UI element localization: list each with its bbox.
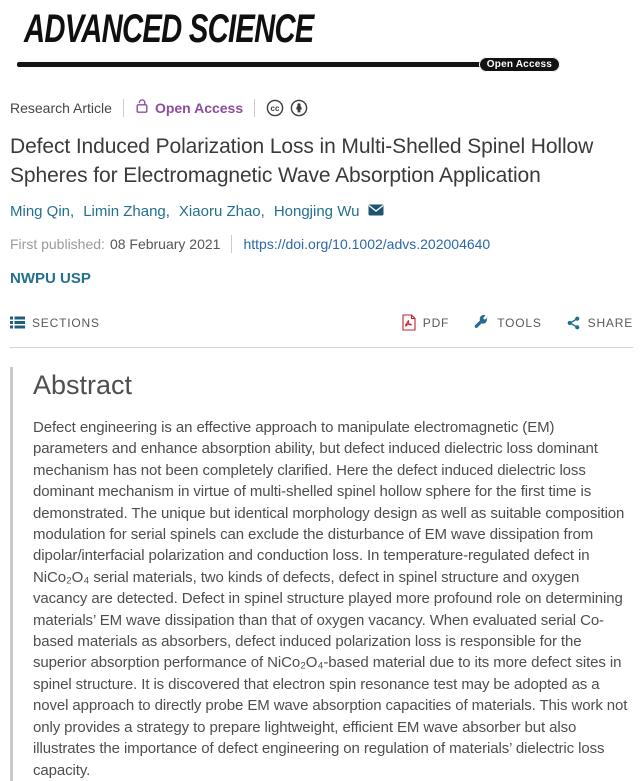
divider <box>231 235 232 253</box>
article-toolbar <box>10 314 633 331</box>
logo-rule-bar <box>17 62 481 67</box>
wrench-icon <box>473 314 490 331</box>
open-access-badge: Open Access <box>479 57 560 72</box>
svg-text:cc: cc <box>270 103 280 113</box>
sections-list-icon <box>10 316 25 329</box>
publication-info-row <box>10 235 633 253</box>
divider <box>254 99 255 117</box>
sections-button[interactable] <box>10 316 100 330</box>
first-published-date: 08 February 2021 <box>109 236 221 252</box>
open-access-label: Open Access <box>154 99 244 116</box>
cc-license-icon[interactable] <box>266 99 284 117</box>
license-icons <box>266 99 308 117</box>
article-meta-row <box>10 98 633 117</box>
article-type-label: Research Article <box>10 99 112 116</box>
author-link[interactable]: Ming Qin, <box>10 203 75 220</box>
toolbar-right-group <box>402 314 633 331</box>
share-label: SHARE <box>587 315 633 330</box>
author-link[interactable]: Hongjing Wu <box>273 203 360 220</box>
pdf-label: PDF <box>422 315 450 330</box>
tools-label: TOOLS <box>497 315 542 330</box>
article-title: Defect Induced Polarization Loss in Multi-Shelled Spinel Hollow Spheres for Electromagnetic Wave Absorption Application <box>10 135 594 187</box>
open-lock-icon <box>135 98 149 117</box>
doi-link[interactable]: https://doi.org/10.1002/advs.202004640 <box>243 236 491 252</box>
toolbar-divider <box>10 347 633 348</box>
pdf-button[interactable] <box>402 314 449 331</box>
abstract-section <box>10 367 633 781</box>
journal-logo[interactable]: ADVANCED SCIENCE <box>24 7 314 51</box>
share-icon <box>566 315 581 331</box>
first-published-label: First published: <box>10 236 105 252</box>
abstract-heading: Abstract <box>33 370 133 400</box>
divider <box>123 99 124 117</box>
sections-label: SECTIONS <box>32 315 100 330</box>
logo-rule-row <box>17 57 560 72</box>
pdf-file-icon <box>402 314 416 331</box>
email-envelope-icon[interactable] <box>368 203 384 220</box>
tools-button[interactable] <box>473 314 541 331</box>
journal-header <box>10 0 633 72</box>
share-button[interactable] <box>566 315 633 331</box>
open-access-link[interactable] <box>135 98 243 117</box>
author-link[interactable]: Limin Zhang, <box>83 203 170 220</box>
author-list <box>10 203 633 220</box>
cc-attribution-icon[interactable] <box>290 99 308 117</box>
author-link[interactable]: Xiaoru Zhao, <box>178 203 265 220</box>
abstract-text: Defect engineering is an effective approach to manipulate electromagnetic (EM) parameters and enhance absorption ability, but defect induced dielectric loss dominant mechanism has not been completely clarified. Here the defect induced dielectric loss dominant mechanism in virtue of multi-shelled spinel hollow sphere for the first time is demonstrated. The unique but identical morphology design as well as suitable composition modulation for serial spinels can exclude the disturbance of EM wave dissipation from dipolar/interfacial polarization and conduction loss. In temperature-regulated defect in NiCo₂O₄ serial materials, two kinds of defects, defect in spinel structure and oxygen vacancy are detected. Defect in spinel structure played more profound role on determining materials’ EM wave dissipation than that of oxygen vacancy. When evaluated serial Co-based materials as absorbers, defect induced polarization loss is responsible for the superior absorption performance of NiCo₂O₄-based material due to its more defect sites in spinel structure. It is discovered that electron spin resonance test may be adopted as a novel approach to directly probe EM wave absorption capacities of materials. This work not only provides a strategy to prepare lightweight, efficient EM wave absorber but also illustrates the importance of defect engineering on regulation of materials’ dielectric loss capacity. <box>33 419 628 779</box>
affiliation-link[interactable]: NWPU USP <box>10 270 91 287</box>
